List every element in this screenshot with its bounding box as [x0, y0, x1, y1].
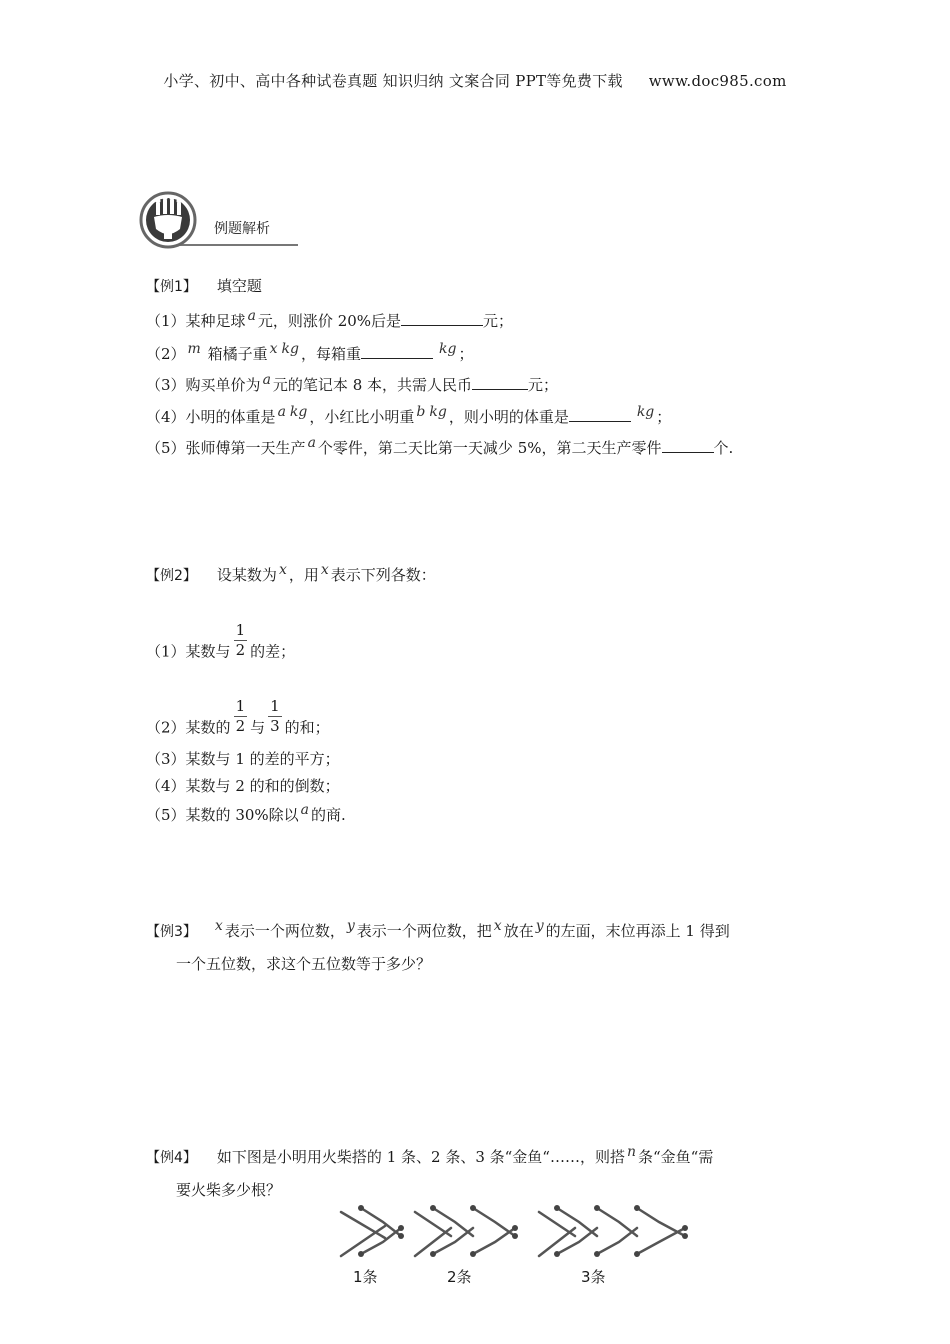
item-text: 某数与 2 的和的倒数；	[185, 777, 340, 795]
item-number: （1）	[146, 642, 186, 661]
fraction-numerator: 1	[270, 697, 280, 715]
section-title: 例题解析	[214, 221, 270, 237]
ex1-item-4	[146, 404, 672, 428]
answer-blank	[401, 311, 483, 326]
item-text: 表示一个两位数，把	[356, 922, 492, 940]
fraction	[234, 622, 248, 659]
math-variable: a	[300, 802, 310, 818]
item-text: 某数的	[185, 718, 231, 737]
item-text: ；	[458, 345, 474, 363]
ex2-item-1	[146, 621, 296, 671]
matchstick-figure	[333, 1198, 703, 1288]
ex4-line-1	[146, 1144, 714, 1168]
ex2-item-2	[146, 697, 330, 747]
item-text: 小明的体重是	[185, 408, 276, 426]
ex1-item-3	[146, 372, 559, 396]
item-text: ；	[656, 408, 672, 426]
item-text: 的和；	[284, 718, 330, 737]
fraction-numerator: 1	[235, 621, 246, 639]
ex3-line-2: 一个五位数，求这个五位数等于多少？	[176, 955, 432, 973]
ex1-heading	[146, 276, 262, 297]
ex2-item-4	[146, 776, 340, 796]
math-variable: y	[346, 918, 355, 934]
fraction-denominator: 2	[235, 717, 246, 735]
item-text: 某数的 30%除以	[185, 806, 299, 824]
math-variable: a	[277, 404, 286, 420]
item-text: ，小红比小明重	[309, 408, 415, 426]
math-variable: b	[416, 404, 426, 420]
figure-label-3: 3条	[581, 1268, 606, 1286]
ex1-title: 填空题	[216, 277, 262, 295]
fraction-denominator: 3	[270, 717, 280, 735]
item-text: 某数与	[185, 642, 231, 661]
figure-label-2: 2条	[447, 1268, 472, 1286]
ex1-item-1	[146, 308, 514, 332]
math-variable: x	[320, 562, 329, 578]
item-text: 的商.	[311, 806, 346, 824]
item-text: 某数与 1 的差的平方；	[185, 750, 340, 768]
item-text: 表示一个两位数，	[224, 922, 345, 940]
ex4-line-2: 要火柴多少根？	[176, 1181, 282, 1199]
ex3-line-1	[146, 918, 730, 942]
item-text: 个零件，第二天比第一天减少 5%，第二天生产零件	[317, 439, 662, 457]
answer-blank	[662, 438, 714, 453]
ex1-item-2	[146, 341, 474, 365]
ex3-tag: 【例3】	[146, 924, 197, 940]
ex2-tag: 【例2】	[146, 568, 197, 584]
item-text: 某种足球	[185, 312, 246, 330]
item-text: 放在	[503, 922, 534, 940]
ex4-tag: 【例4】	[146, 1150, 197, 1166]
item-number: （3）	[146, 376, 186, 394]
item-number: （2）	[146, 345, 186, 363]
math-variable: x	[493, 918, 502, 934]
item-text: 元；	[528, 376, 559, 394]
item-text: 个.	[713, 439, 734, 457]
ex2-heading	[146, 562, 436, 586]
math-variable: a	[262, 372, 271, 388]
ex2-item-5	[146, 802, 346, 826]
item-text: 条“金鱼“需	[638, 1148, 714, 1166]
item-number: （5）	[146, 439, 186, 457]
item-text: ，每箱重	[300, 345, 361, 363]
fraction	[234, 698, 248, 735]
item-text: ，用	[288, 566, 319, 584]
math-variable: a	[307, 435, 316, 451]
item-text: ，则小明的体重是	[448, 408, 569, 426]
matchstick-fish-drawing	[333, 1198, 703, 1268]
answer-blank	[472, 375, 528, 390]
item-text: 表示下列各数：	[330, 566, 436, 584]
item-text: 设某数为	[216, 566, 277, 584]
item-text: 的差；	[250, 642, 296, 661]
item-text: 张师傅第一天生产	[185, 439, 306, 457]
item-text: 如下图是小明用火柴搭的 1 条、2 条、3 条“金鱼“……，则搭	[216, 1148, 625, 1166]
page-header	[0, 70, 950, 91]
item-number: （4）	[146, 408, 186, 426]
header-site: www.doc985.com	[648, 72, 787, 90]
math-unit: kg	[281, 341, 299, 357]
figure-label-1: 1条	[353, 1268, 378, 1286]
item-number: （2）	[146, 718, 186, 737]
item-text: 与	[250, 718, 266, 737]
item-number: （3）	[146, 750, 186, 768]
answer-blank	[361, 344, 433, 359]
item-number: （4）	[146, 777, 186, 795]
item-text: 元；	[483, 312, 514, 330]
math-variable: x	[278, 562, 287, 578]
item-text: 箱橘子重	[202, 345, 268, 363]
math-variable: n	[626, 1144, 636, 1160]
answer-blank	[569, 407, 631, 422]
math-variable: a	[247, 308, 256, 324]
ex1-item-5	[146, 435, 734, 459]
math-unit: kg	[289, 404, 308, 420]
fraction-numerator: 1	[235, 697, 246, 715]
item-text: 元的笔记本 8 本，共需人民币	[272, 376, 473, 394]
item-text: 的左面，末位再添上 1 得到	[545, 922, 730, 940]
math-variable: x	[269, 341, 278, 357]
item-number: （5）	[146, 806, 186, 824]
math-variable: y	[535, 918, 544, 934]
fraction-denominator: 2	[235, 641, 246, 659]
ex1-tag: 【例1】	[146, 279, 197, 295]
item-number: （1）	[146, 312, 186, 330]
math-unit: kg	[429, 404, 447, 420]
math-unit: kg	[438, 341, 457, 357]
ex2-item-3	[146, 749, 340, 769]
item-text: 元，则涨价 20%后是	[257, 312, 402, 330]
math-variable: x	[214, 918, 223, 934]
header-text: 小学、初中、高中各种试卷真题 知识归纳 文案合同 PPT等免费下载	[163, 72, 623, 90]
math-variable: m	[187, 341, 201, 357]
math-unit: kg	[636, 404, 655, 420]
item-text: 购买单价为	[185, 376, 261, 394]
fraction	[268, 698, 282, 735]
